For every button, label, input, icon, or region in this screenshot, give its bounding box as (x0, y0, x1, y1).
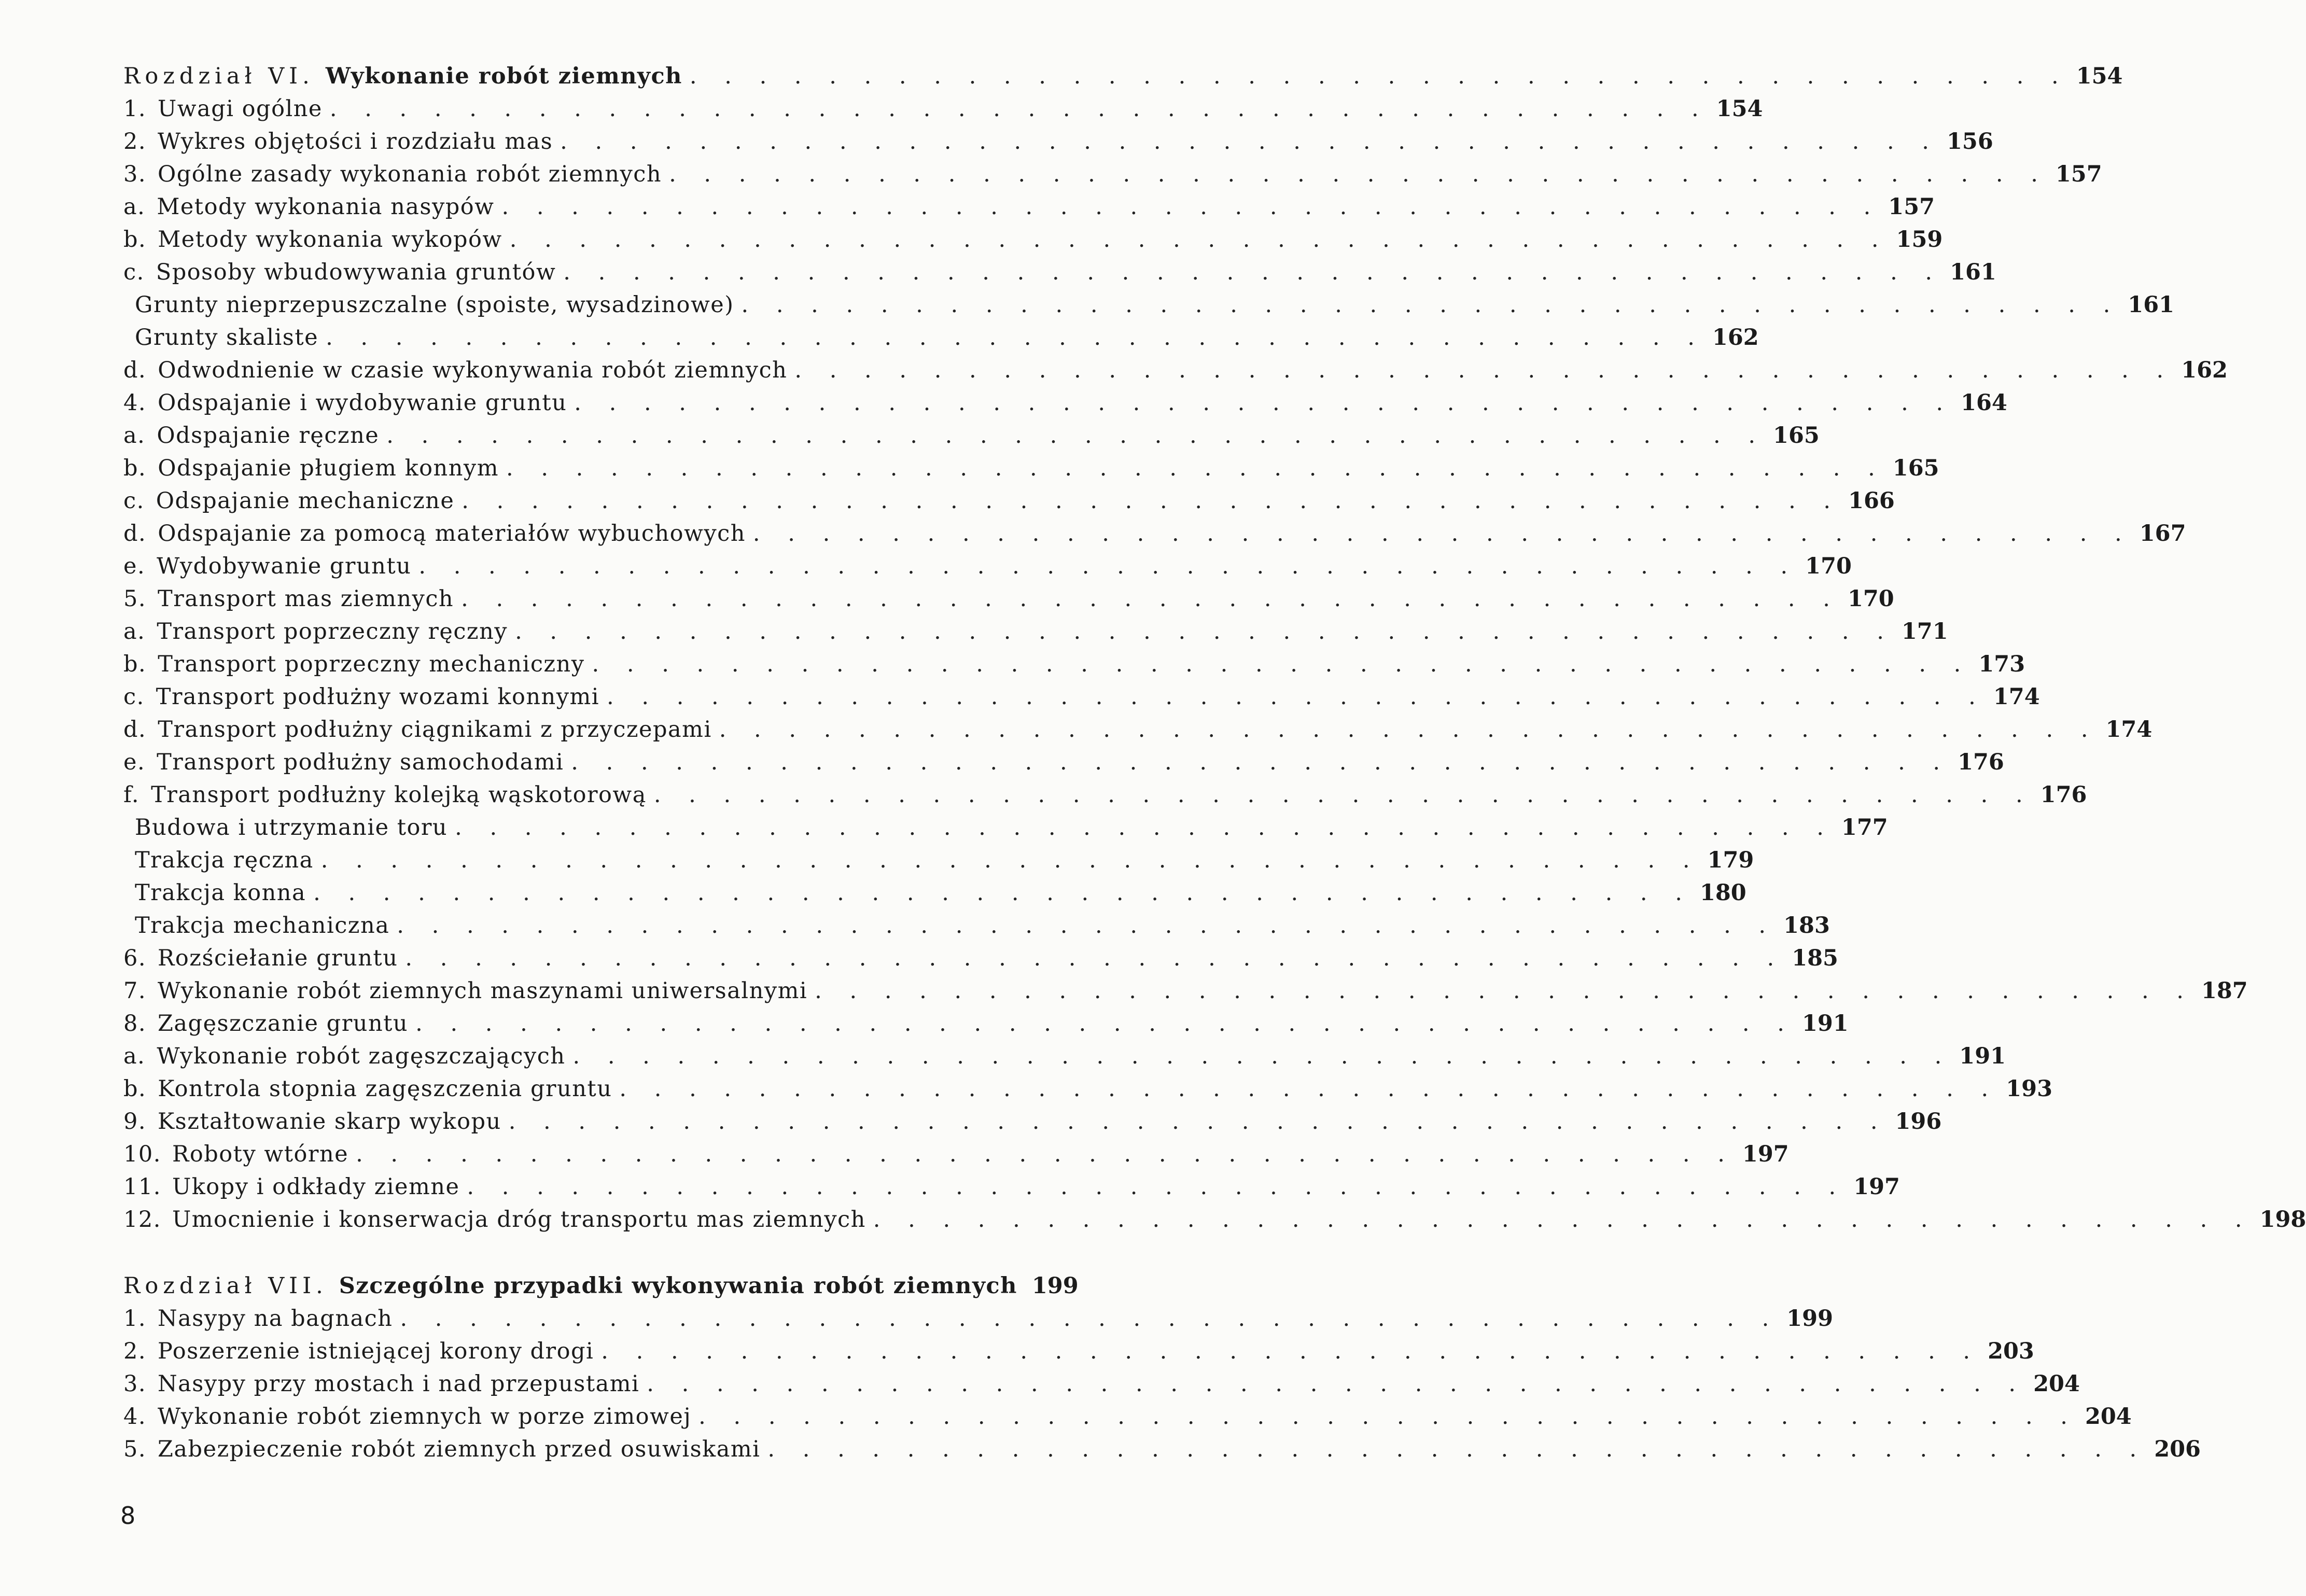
entry-page-number: 173 (1978, 651, 2025, 677)
entry-title: Budowa i utrzymanie toru (135, 815, 448, 841)
entry-number: 8. (123, 1011, 147, 1037)
toc-entry[interactable] (123, 259, 1996, 292)
entry-title: Nasypy przy mostach i nad przepustami (158, 1371, 640, 1397)
chapter-label: Rozdział VII. (123, 1273, 328, 1299)
dot-leader: . . . . . . . . . . . . . . . . . . . . . . . . . . . . . . . . . . . . . . . . (647, 1371, 2027, 1397)
entry-title: Rozściełanie gruntu (158, 945, 398, 971)
dot-leader: . . . . . . . . . . . . . . . . . . . . . . . . . . . . . . . . . . . . . . . . (572, 1043, 1952, 1069)
entry-page-number: 177 (1841, 815, 1888, 841)
table-of-contents (123, 63, 2306, 1469)
entry-number: 10. (123, 1141, 161, 1167)
entry-title: Zagęszczanie gruntu (158, 1011, 409, 1037)
toc-entry[interactable] (123, 717, 2153, 749)
toc-entry[interactable] (123, 945, 1838, 978)
entry-number: 11. (123, 1174, 161, 1200)
dot-leader: . . . . . . . . . . . . . . . . . . . . . . . . . . . . . . . . . . . . . . . . (506, 455, 1885, 481)
toc-entry[interactable] (123, 815, 1888, 847)
dot-leader: . . . . . . . . . . . . . . . . . . . . . . . . . . . . . . . . . . . . . . . . (563, 259, 1943, 285)
entry-title: Uwagi ogólne (158, 96, 323, 122)
entry-number: e. (123, 553, 146, 579)
dot-leader: . . . . . . . . . . . . . . . . . . . . . . . . . . . . . . . . . . . . . . . . (653, 782, 2033, 808)
toc-entry[interactable] (123, 553, 1852, 586)
toc-entry[interactable] (123, 1076, 2052, 1109)
entry-number: b. (123, 651, 147, 677)
dot-leader: . . . . . . . . . . . . . . . . . . . . . . . . . . . . . . . . . . . . . . . . (405, 945, 1785, 971)
entry-number: 1. (123, 96, 147, 122)
entry-page-number: 206 (2154, 1436, 2201, 1462)
entry-page-number: 174 (2105, 717, 2153, 743)
entry-number: 3. (123, 161, 147, 187)
dot-leader: . . . . . . . . . . . . . . . . . . . . . . . . . . . . . . . . . . . . . . . . (689, 63, 2069, 89)
entry-number: 6. (123, 945, 147, 971)
toc-entry[interactable] (123, 749, 2004, 782)
entry-number: c. (123, 488, 145, 514)
entry-number: a. (123, 619, 146, 645)
toc-entry[interactable] (123, 1011, 1849, 1043)
entry-page-number: 191 (1959, 1043, 2006, 1069)
toc-entry[interactable] (123, 1109, 1942, 1141)
entry-title: Odspajanie ręczne (157, 423, 380, 449)
entry-number: b. (123, 227, 147, 253)
entry-title: Nasypy na bagnach (158, 1306, 393, 1332)
dot-leader: . . . . . . . . . . . . . . . . . . . . . . . . . . . . . . . . . . . . . . . . (397, 913, 1777, 939)
dot-leader: . . . . . . . . . . . . . . . . . . . . . . . . . . . . . . . . . . . . . . . . (501, 194, 1881, 220)
dot-leader: . . . . . . . . . . . . . . . . . . . . . . . . . . . . . . . . . . . . . . . . (515, 619, 1894, 645)
entry-page-number: 185 (1792, 945, 1838, 971)
entry-number: 4. (123, 390, 147, 416)
chapter-title: Wykonanie robót ziemnych (325, 63, 682, 89)
entry-page-number: 197 (1853, 1174, 1900, 1200)
toc-entry[interactable] (123, 1371, 2080, 1404)
dot-leader: . . . . . . . . . . . . . . . . . . . . . . . . . . . . . . . . . . . . . . . . (815, 978, 2194, 1004)
dot-leader: . . . . . . . . . . . . . . . . . . . . . . . . . . . . . . . . . . . . . . . . (356, 1141, 1735, 1167)
entry-page-number: 204 (2033, 1371, 2080, 1397)
entry-page-number: 156 (1946, 129, 1993, 155)
entry-page-number: 199 (1786, 1306, 1834, 1332)
dot-leader: . . . . . . . . . . . . . . . . . . . . . . . . . . . . . . . . . . . . . . . . (400, 1306, 1780, 1332)
entry-page-number: 187 (2201, 978, 2248, 1004)
entry-number: 2. (123, 1338, 147, 1364)
toc-entry[interactable] (123, 96, 1763, 129)
entry-page-number: 191 (1801, 1011, 1849, 1037)
dot-leader: . . . . . . . . . . . . . . . . . . . . . . . . . . . . . . . . . . . . . . . . (455, 815, 1834, 841)
entry-title: Trakcja mechaniczna (135, 913, 390, 939)
toc-entry[interactable] (123, 913, 1830, 945)
dot-leader: . . . . . . . . . . . . . . . . . . . . . . . . . . . . . . . . . . . . . . . . (607, 684, 1986, 710)
entry-number: b. (123, 455, 147, 481)
entry-number: 5. (123, 1436, 147, 1462)
dot-leader: . . . . . . . . . . . . . . . . . . . . . . . . . . . . . . . . . . . . . . . . (320, 847, 1700, 873)
entry-number: d. (123, 357, 147, 383)
dot-leader: . . . . . . . . . . . . . . . . . . . . . . . . . . . . . . . . . . . . . . . . (508, 1109, 1888, 1135)
dot-leader: . . . . . . . . . . . . . . . . . . . . . . . . . . . . . . . . . . . . . . . . (619, 1076, 1999, 1102)
entry-page-number: 165 (1773, 423, 1820, 449)
entry-title: Odspajanie pługiem konnym (158, 455, 499, 481)
chapter-label: Rozdział VI. (123, 63, 314, 89)
entry-number: 9. (123, 1109, 147, 1135)
dot-leader: . . . . . . . . . . . . . . . . . . . . . . . . . . . . . . . . . . . . . . . . (601, 1338, 1981, 1364)
toc-entry[interactable] (123, 1404, 2132, 1436)
chapter-page-number: 154 (2076, 63, 2123, 89)
entry-number: d. (123, 717, 147, 743)
dot-leader: . . . . . . . . . . . . . . . . . . . . . . . . . . . . . . . . . . . . . . . . (386, 423, 1766, 449)
entry-title: Grunty skaliste (135, 325, 319, 351)
toc-entry[interactable] (123, 1306, 1834, 1338)
toc-entry[interactable] (123, 880, 1746, 913)
entry-title: Grunty nieprzepuszczalne (spoiste, wysadzinowe) (135, 292, 734, 318)
entry-page-number: 162 (2181, 357, 2228, 383)
dot-leader: . . . . . . . . . . . . . . . . . . . . . . . . . . . . . . . . . . . . . . . . (461, 586, 1840, 612)
entry-page-number: 159 (1896, 227, 1943, 253)
entry-title: Transport podłużny samochodami (157, 749, 564, 775)
entry-page-number: 183 (1783, 913, 1830, 939)
entry-page-number: 203 (1988, 1338, 2034, 1364)
entry-title: Wykres objętości i rozdziału mas (158, 129, 553, 155)
toc-entry[interactable] (123, 847, 1754, 880)
entry-title: Odspajanie i wydobywanie gruntu (158, 390, 567, 416)
entry-page-number: 196 (1895, 1109, 1942, 1135)
entry-page-number: 193 (2006, 1076, 2052, 1102)
entry-title: Sposoby wbudowywania gruntów (156, 259, 556, 285)
entry-title: Transport mas ziemnych (158, 586, 454, 612)
entry-title: Wydobywanie gruntu (157, 553, 412, 579)
entry-title: Roboty wtórne (172, 1141, 349, 1167)
dot-leader: . . . . . . . . . . . . . . . . . . . . . . . . . . . . . . . . . . . . . . . . (326, 325, 1705, 351)
entry-page-number: 204 (2085, 1404, 2132, 1430)
entry-page-number: 157 (1888, 194, 1935, 220)
chapter-heading[interactable] (123, 63, 2123, 96)
entry-title: Odwodnienie w czasie wykonywania robót ziemnych (158, 357, 788, 383)
entry-title: Wykonanie robót ziemnych w porze zimowej (158, 1404, 692, 1430)
dot-leader: . . . . . . . . . . . . . . . . . . . . . . . . . . . . . . . . . . . . . . . . (767, 1436, 2147, 1462)
entry-title: Kontrola stopnia zagęszczenia gruntu (158, 1076, 612, 1102)
toc-entry[interactable] (123, 325, 1759, 357)
dot-leader: . . . . . . . . . . . . . . . . . . . . . . . . . . . . . . . . . . . . . . . . (592, 651, 1972, 677)
toc-entry[interactable] (123, 227, 1943, 259)
entry-title: Metody wykonania nasypów (157, 194, 495, 220)
entry-number: a. (123, 1043, 146, 1069)
entry-title: Odspajanie mechaniczne (156, 488, 455, 514)
toc-entry[interactable] (123, 1141, 1789, 1174)
entry-page-number: 164 (1961, 390, 2007, 416)
entry-title: Trakcja konna (135, 880, 306, 906)
entry-title: Trakcja ręczna (135, 847, 314, 873)
entry-number: f. (123, 782, 140, 808)
entry-page-number: 167 (2139, 521, 2186, 547)
toc-entry[interactable] (123, 684, 2040, 717)
dot-leader: . . . . . . . . . . . . . . . . . . . . . . . . . . . . . . . . . . . . . . . . (560, 129, 1939, 155)
entry-title: Wykonanie robót ziemnych maszynami uniwersalnymi (158, 978, 808, 1004)
dot-leader: . . . . . . . . . . . . . . . . . . . . . . . . . . . . . . . . . . . . . . . . (313, 880, 1693, 906)
entry-title: Metody wykonania wykopów (158, 227, 502, 253)
dot-leader: . . . . . . . . . . . . . . . . . . . . . . . . . . . . . . . . . . . . . . . . (415, 1011, 1795, 1037)
entry-title: Ogólne zasady wykonania robót ziemnych (158, 161, 662, 187)
toc-entry[interactable] (123, 488, 1895, 521)
dot-leader: . . . . . . . . . . . . . . . . . . . . . . . . . . . . . . . . . . . . . . . . (509, 227, 1889, 253)
entry-number: e. (123, 749, 146, 775)
entry-page-number: 197 (1742, 1141, 1789, 1167)
entry-title: Poszerzenie istniejącej korony drogi (158, 1338, 594, 1364)
entry-page-number: 171 (1901, 619, 1948, 645)
dot-leader: . . . . . . . . . . . . . . . . . . . . . . . . . . . . . . . . . . . . . . . . (462, 488, 1841, 514)
entry-page-number: 180 (1699, 880, 1746, 906)
toc-entry[interactable] (123, 390, 2007, 423)
entry-page-number: 157 (2055, 161, 2102, 187)
dot-leader: . . . . . . . . . . . . . . . . . . . . . . . . . . . . . . . . . . . . . . . . (574, 390, 1954, 416)
entry-number: 5. (123, 586, 147, 612)
dot-leader: . . . . . . . . . . . . . . . . . . . . . . . . . . . . . . . . . . . . . . . . (741, 292, 2121, 318)
entry-title: Odspajanie za pomocą materiałów wybuchowych (158, 521, 746, 547)
toc-entry[interactable] (123, 423, 1820, 455)
entry-page-number: 176 (1958, 749, 2004, 775)
entry-page-number: 161 (1950, 259, 1996, 285)
entry-page-number: 154 (1716, 96, 1763, 122)
toc-entry[interactable] (123, 161, 2102, 194)
dot-leader: . . . . . . . . . . . . . . . . . . . . . . . . . . . . . . . . . . . . . . . . (418, 553, 1798, 579)
entry-number: 2. (123, 129, 147, 155)
page-number: 8 (120, 1502, 136, 1530)
dot-leader: . . . . . . . . . . . . . . . . . . . . . . . . . . . . . . . . . . . . . . . . (467, 1174, 1847, 1200)
dot-leader: . . . . . . . . . . . . . . . . . . . . . . . . . . . . . . . . . . . . . . . . (669, 161, 2048, 187)
chapter-page-number: 199 (1031, 1273, 1079, 1299)
toc-entry[interactable] (123, 619, 1948, 651)
entry-number: 7. (123, 978, 147, 1004)
entry-title: Zabezpieczenie robót ziemnych przed osuwiskami (158, 1436, 761, 1462)
entry-number: 4. (123, 1404, 147, 1430)
entry-page-number: 176 (2040, 782, 2087, 808)
toc-entry[interactable] (123, 651, 2025, 684)
entry-page-number: 179 (1707, 847, 1754, 873)
toc-entry[interactable] (123, 194, 1935, 227)
entry-title: Wykonanie robót zagęszczających (157, 1043, 566, 1069)
toc-entry[interactable] (123, 978, 2248, 1011)
entry-title: Transport podłużny kolejką wąskotorową (151, 782, 647, 808)
toc-entry[interactable] (123, 1207, 2306, 1239)
dot-leader: . . . . . . . . . . . . . . . . . . . . . . . . . . . . . . . . . . . . . . . . (752, 521, 2132, 547)
dot-leader: . . . . . . . . . . . . . . . . . . . . . . . . . . . . . . . . . . . . . . . . (698, 1404, 2078, 1430)
chapter-gap (123, 1239, 1051, 1273)
toc-entry[interactable] (123, 1174, 1900, 1207)
toc-entry[interactable] (123, 455, 1939, 488)
entry-number: a. (123, 194, 146, 220)
entry-number: d. (123, 521, 147, 547)
entry-title: Umocnienie i konserwacja dróg transportu mas ziemnych (172, 1207, 866, 1233)
dot-leader: . . . . . . . . . . . . . . . . . . . . . . . . . . . . . . . . . . . . . . . . (794, 357, 2174, 383)
entry-title: Transport poprzeczny mechaniczny (158, 651, 585, 677)
dot-leader: . . . . . . . . . . . . . . . . . . . . . . . . . . . . . . . . . . . . . . . . (571, 749, 1951, 775)
toc-entry[interactable] (123, 357, 2228, 390)
entry-title: Kształtowanie skarp wykopu (158, 1109, 501, 1135)
toc-entry[interactable] (123, 1436, 2201, 1469)
chapter-heading[interactable] (123, 1273, 1079, 1306)
entry-page-number: 161 (2128, 292, 2175, 318)
entry-page-number: 198 (2259, 1207, 2306, 1233)
entry-number: 3. (123, 1371, 147, 1397)
dot-leader: . . . . . . . . . . . . . . . . . . . . . . . . . . . . . . . . . . . . . . . . (719, 717, 2099, 743)
entry-page-number: 165 (1892, 455, 1939, 481)
entry-number: b. (123, 1076, 147, 1102)
toc-entry[interactable] (123, 129, 1993, 161)
entry-number: c. (123, 684, 145, 710)
toc-entry[interactable] (123, 586, 1894, 619)
toc-entry[interactable] (123, 521, 2186, 553)
entry-title: Transport podłużny ciągnikami z przyczepami (158, 717, 712, 743)
entry-page-number: 166 (1848, 488, 1895, 514)
entry-page-number: 170 (1847, 586, 1894, 612)
entry-page-number: 174 (1993, 684, 2040, 710)
entry-number: 12. (123, 1207, 161, 1233)
chapter-title: Szczególne przypadki wykonywania robót ziemnych (339, 1273, 1017, 1299)
entry-title: Transport poprzeczny ręczny (157, 619, 508, 645)
toc-entry[interactable] (123, 782, 2087, 815)
entry-title: Ukopy i odkłady ziemne (172, 1174, 460, 1200)
toc-entry[interactable] (123, 292, 2175, 325)
entry-number: c. (123, 259, 145, 285)
entry-number: 1. (123, 1306, 147, 1332)
toc-entry[interactable] (123, 1338, 2034, 1371)
toc-entry[interactable] (123, 1043, 2006, 1076)
entry-number: a. (123, 423, 146, 449)
dot-leader: . . . . . . . . . . . . . . . . . . . . . . . . . . . . . . . . . . . . . . . . (329, 96, 1709, 122)
dot-leader: . . . . . . . . . . . . . . . . . . . . . . . . . . . . . . . . . . . . . . . . (873, 1207, 2253, 1233)
entry-page-number: 170 (1805, 553, 1852, 579)
entry-page-number: 162 (1712, 325, 1759, 351)
entry-title: Transport podłużny wozami konnymi (156, 684, 600, 710)
